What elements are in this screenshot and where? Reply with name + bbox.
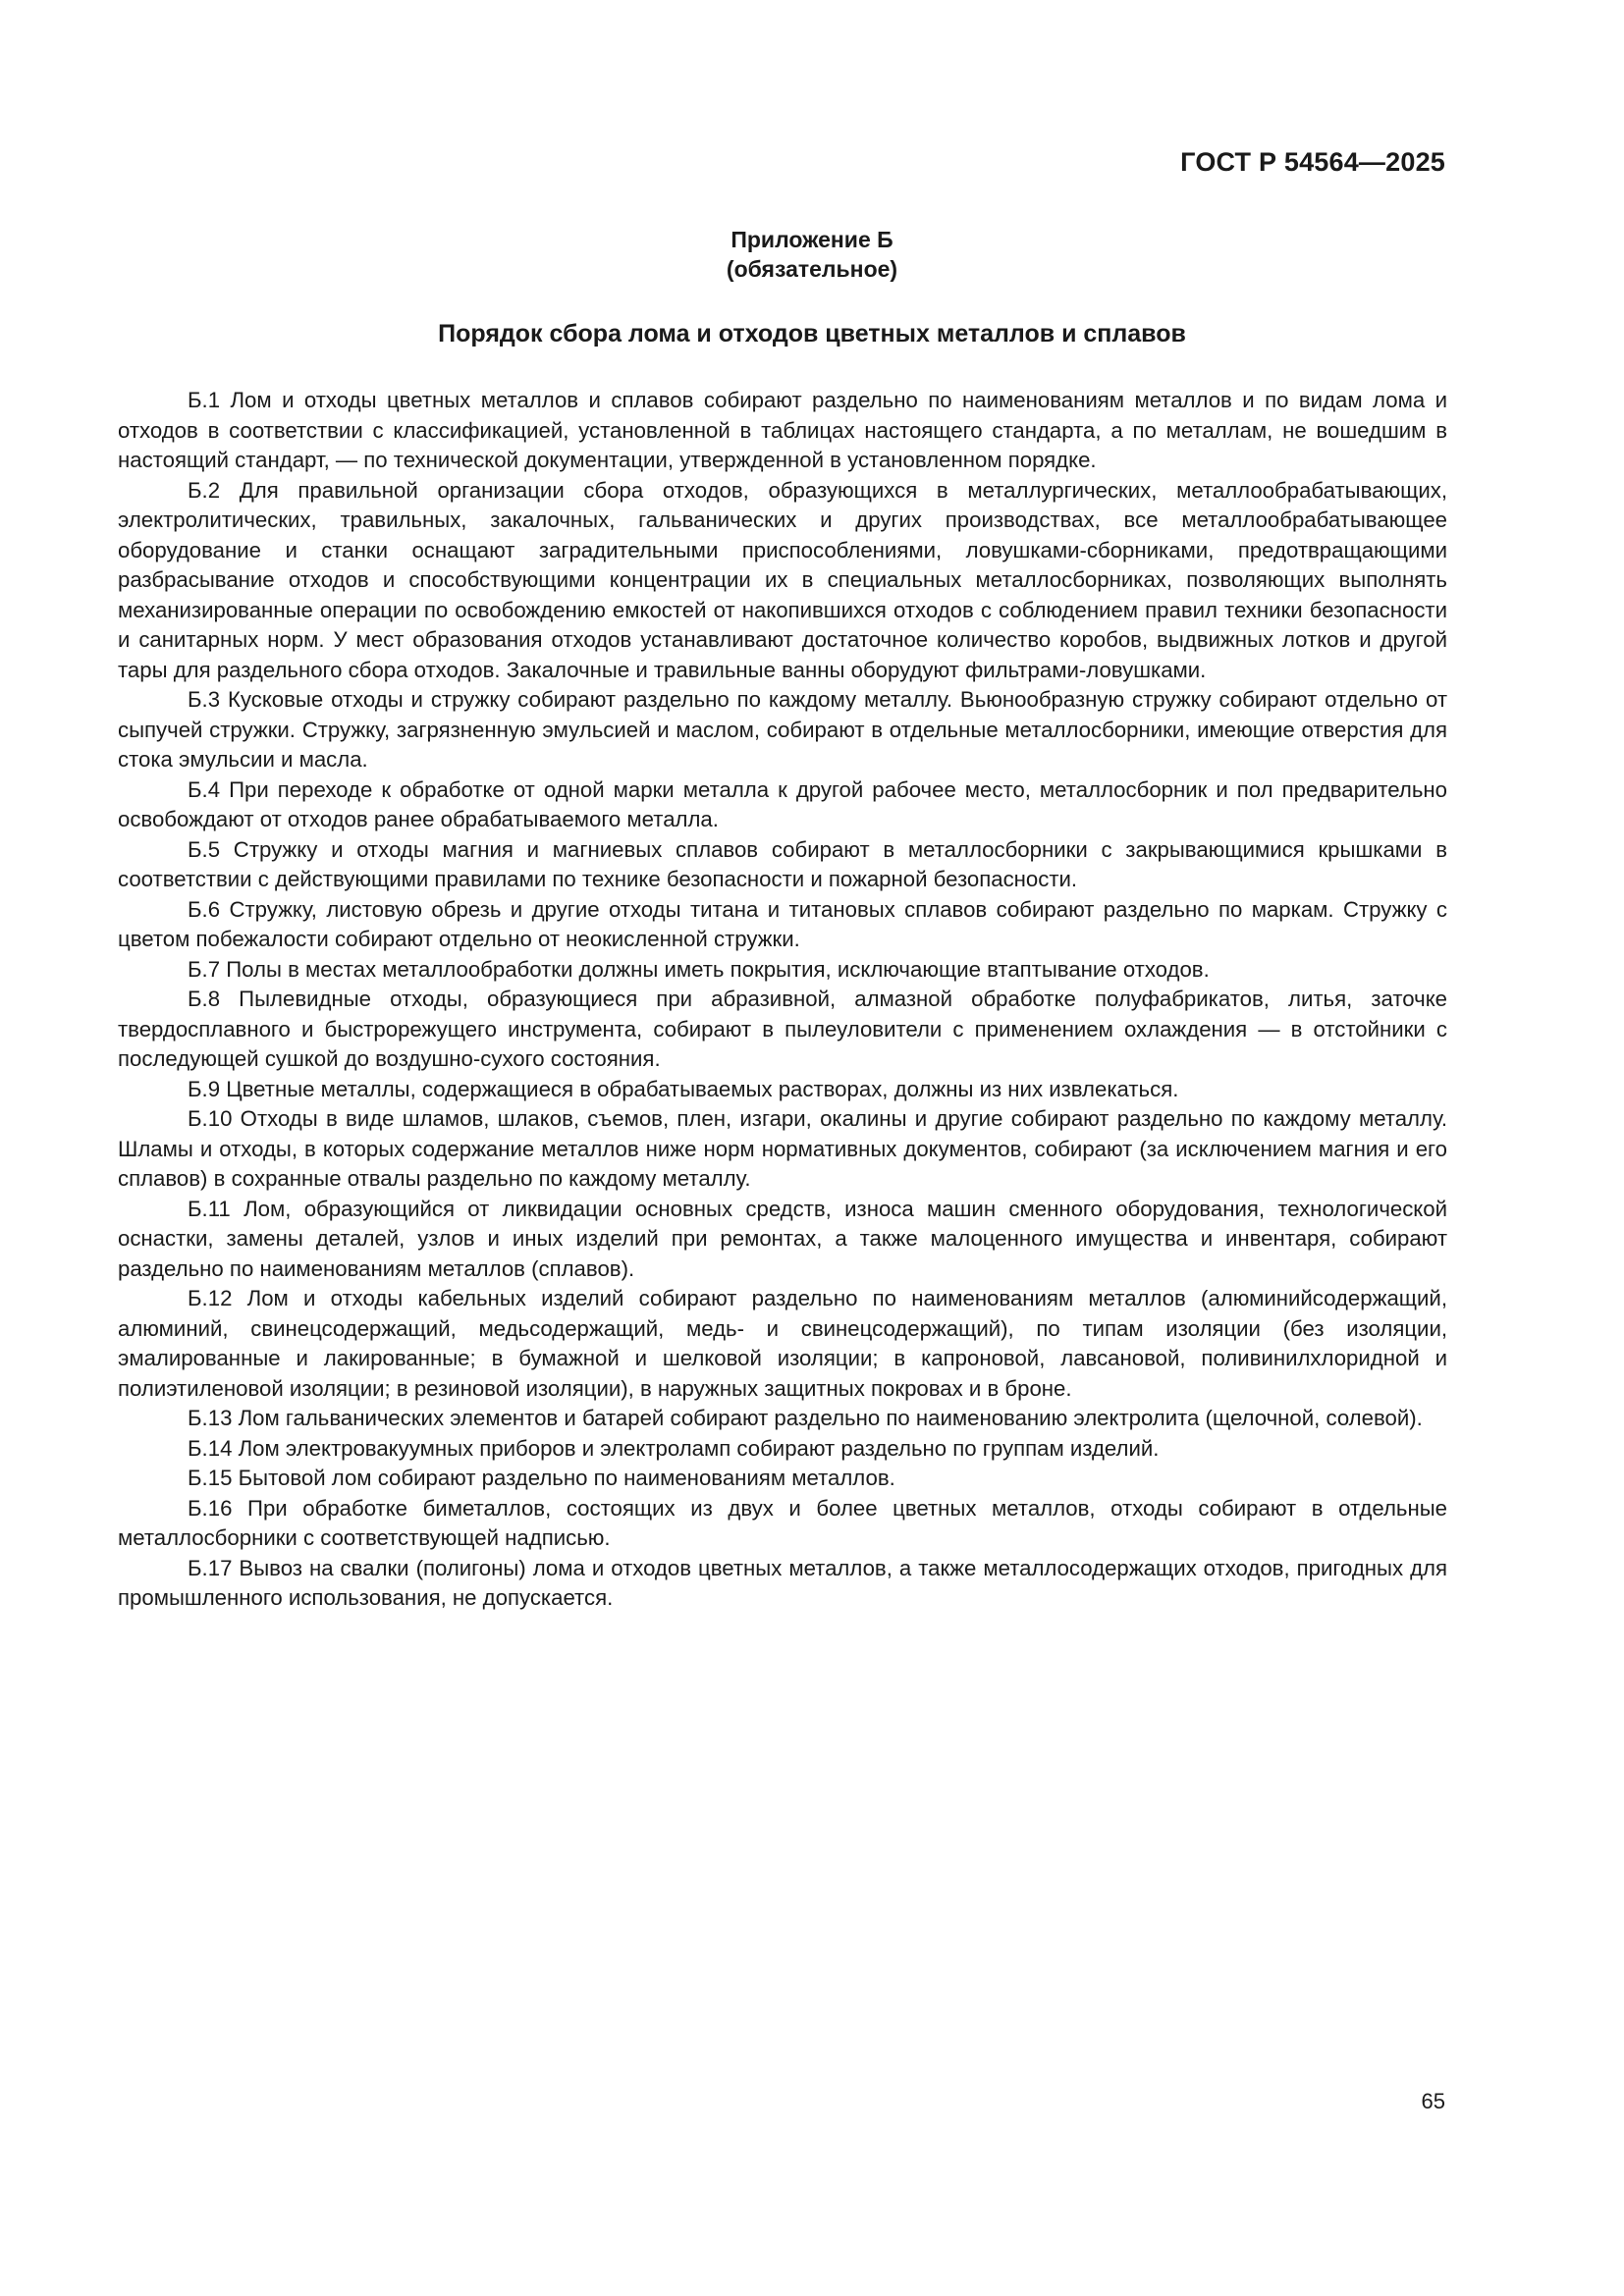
section-title: Порядок сбора лома и отходов цветных металлов и сплавов bbox=[438, 320, 1186, 347]
clause-b2: Б.2 Для правильной организации сбора отходов, образующихся в металлургических, металлообрабатывающих, электролитических, травильных, закалочных, гальванических и других производствах, все металлообрабатывающее оборудование и станки оснащают заградительными приспособлениями, ловушками-сборниками, предотвращающими разбрасывание отходов и способствующими концентрации их в специальных металлосборниках, позволяющих выполнять механизированные операции по освобождению емкостей от накопившихся отходов с соблюдением правил техники безопасности и санитарных норм. У мест образования отходов устанавливают достаточное количество коробов, выдвижных лотков и другой тары для раздельного сбора отходов. Закалочные и травильные ванны оборудуют фильтрами-ловушками. bbox=[118, 477, 1447, 682]
clause-b15: Б.15 Бытовой лом собирают раздельно по наименованиям металлов. bbox=[188, 1466, 895, 1490]
clause-b17: Б.17 Вывоз на свалки (полигоны) лома и отходов цветных металлов, а также металлосодержащих отходов, пригодных для промышленного использования, не допускается. bbox=[118, 1555, 1447, 1610]
clause-b9: Б.9 Цветные металлы, содержащиеся в обрабатываемых растворах, должны из них извлекаться. bbox=[188, 1076, 1179, 1101]
clause-b3: Б.3 Кусковые отходы и стружку собирают раздельно по каждому металлу. Вьюнообразную стружку собирают отдельно от сыпучей стружки. Стружку, загрязненную эмульсией и маслом, собирают в отдельные металлосборники, имеющие отверстия для стока эмульсии и масла. bbox=[118, 687, 1447, 772]
standard-designation: ГОСТ Р 54564—2025 bbox=[1180, 147, 1445, 177]
clause-b16: Б.16 При обработке биметаллов, состоящих из двух и более цветных металлов, отходы собирают в отдельные металлосборники с соответствующей надписью. bbox=[118, 1495, 1447, 1550]
clause-b13: Б.13 Лом гальванических элементов и батарей собирают раздельно по наименованию электролита (щелочной, солевой). bbox=[188, 1406, 1423, 1430]
annex-heading bbox=[0, 225, 1624, 284]
clause-b12: Б.12 Лом и отходы кабельных изделий собирают раздельно по наименованиям металлов (алюминийсодержащий, алюминий, свинецсодержащий, медьсодержащий, медь- и свинецсодержащий), по типам изоляции (без изоляции, эмалированные и лакированные; в бумажной и шелковой изоляции; в капроновой, лавсановой, поливинилхлоридной и полиэтиленовой изоляции; в резиновой изоляции), в наружных защитных покровах и в броне. bbox=[118, 1286, 1447, 1401]
page-number: 65 bbox=[1421, 2089, 1445, 2113]
clause-b1: Б.1 Лом и отходы цветных металлов и сплавов собирают раздельно по наименованиям металлов и по видам лома и отходов в соответствии с классификацией, установленной в таблицах настоящего стандарта, а по металлам, не вошедшим в настоящий стандарт, — по технической документации, утвержденной в установленном порядке. bbox=[118, 388, 1447, 472]
clause-b8: Б.8 Пылевидные отходы, образующиеся при абразивной, алмазной обработке полуфабрикатов, литья, заточке твердосплавного и быстрорежущего инструмента, собирают в пылеуловители с применением охлаждения — в отстойники с последующей сушкой до воздушно-сухого состояния. bbox=[118, 987, 1447, 1071]
clauses-body bbox=[118, 386, 1447, 1614]
annex-title: Приложение Б bbox=[731, 227, 893, 252]
clause-b11: Б.11 Лом, образующийся от ликвидации основных средств, износа машин сменного оборудования, технологической оснастки, замены деталей, узлов и иных изделий при ремонтах, а также малоценного имущества и инвентаря, собирают раздельно по наименованиям металлов (сплавов). bbox=[118, 1196, 1447, 1281]
clause-b10: Б.10 Отходы в виде шламов, шлаков, съемов, плен, изгари, окалины и другие собирают раздельно по каждому металлу. Шламы и отходы, в которых содержание металлов ниже норм нормативных документов, собирают (за исключением магния и его сплавов) в сохранные отвалы раздельно по каждому металлу. bbox=[118, 1106, 1447, 1191]
clause-b4: Б.4 При переходе к обработке от одной марки металла к другой рабочее место, металлосборник и пол предварительно освобождают от отходов ранее обрабатываемого металла. bbox=[118, 776, 1447, 831]
clause-b6: Б.6 Стружку, листовую обрезь и другие отходы титана и титановых сплавов собирают раздельно по маркам. Стружку с цветом побежалости собирают отдельно от неокисленной стружки. bbox=[118, 896, 1447, 951]
clause-b5: Б.5 Стружку и отходы магния и магниевых сплавов собирают в металлосборники с закрывающимися крышками в соответствии с действующими правилами по технике безопасности и пожарной безопасности. bbox=[118, 836, 1447, 891]
clause-b14: Б.14 Лом электровакуумных приборов и электроламп собирают раздельно по группам изделий. bbox=[188, 1435, 1160, 1461]
clause-b7: Б.7 Полы в местах металлообработки должны иметь покрытия, исключающие втаптывание отходов. bbox=[188, 956, 1210, 982]
annex-status: (обязательное) bbox=[726, 256, 898, 282]
